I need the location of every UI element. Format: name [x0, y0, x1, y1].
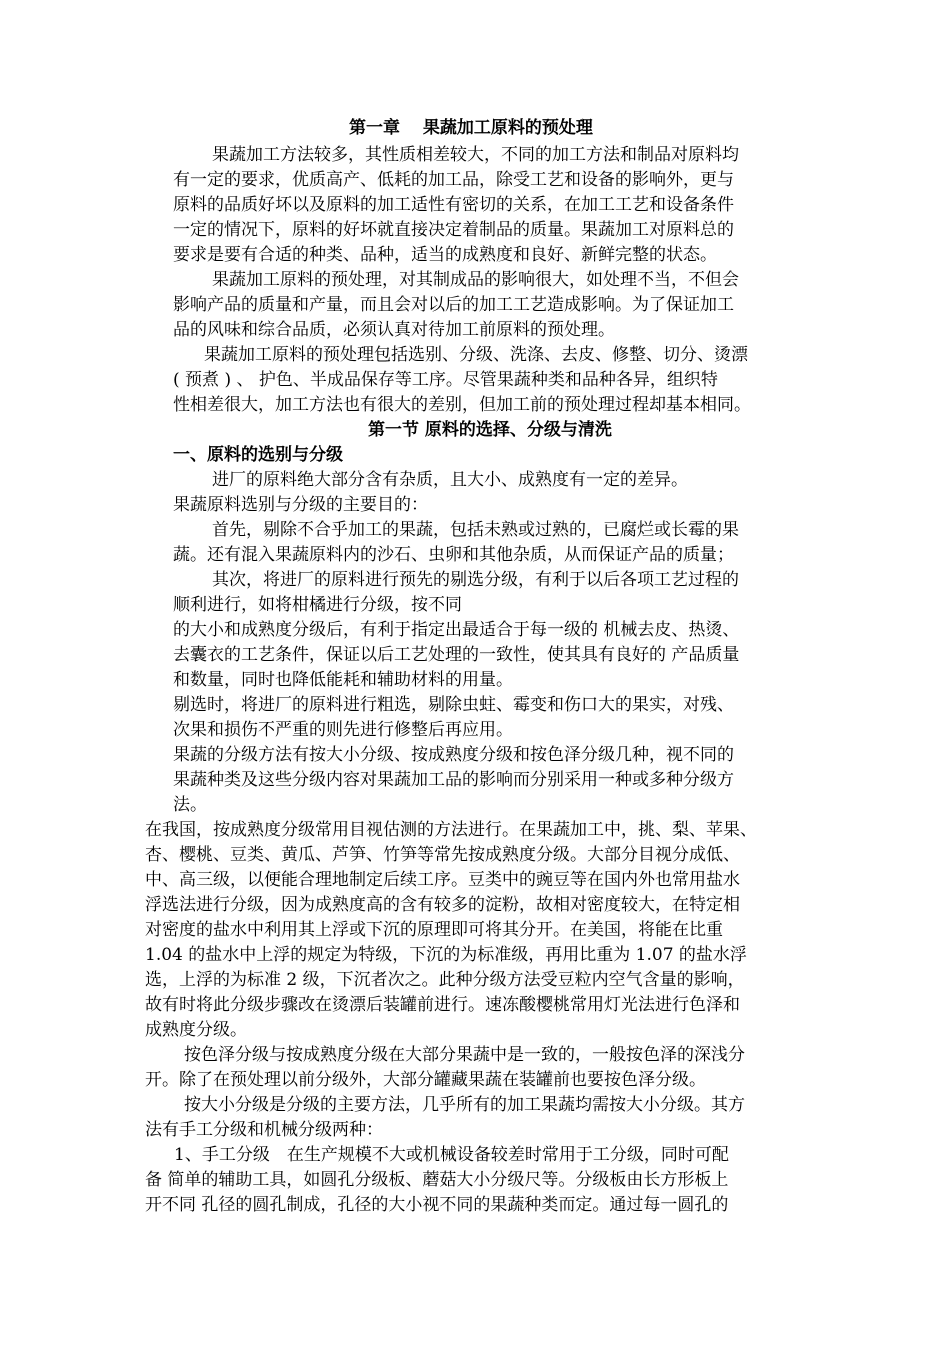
- paragraph-line: 性相差很大，加工方法也有很大的差别，但加工前的预处理过程却基本相同。: [173, 395, 751, 415]
- paragraph-line: 原料的品质好坏以及原料的加工适性有密切的关系，在加工工艺和设备条件: [173, 195, 734, 215]
- paragraph-line: 开不同 孔径的圆孔制成，孔径的大小视不同的果蔬种类而定。通过每一圆孔的: [145, 1195, 729, 1215]
- paragraph-line: 其次，将进厂的原料进行预先的剔选分级，有利于以后各项工艺过程的: [212, 570, 739, 590]
- paragraph-line: 1、手工分级 在生产规模不大或机械设备较差时常用于工分级，同时可配: [174, 1145, 729, 1165]
- section-title: 第一节 原料的选择、分级与清洗: [368, 420, 612, 440]
- paragraph-line: 影响产品的质量和产量，而且会对以后的加工工艺造成影响。为了保证加工: [173, 295, 734, 315]
- paragraph-line: 首先，剔除不合乎加工的果蔬，包括未熟或过熟的，已腐烂或长霉的果: [212, 520, 739, 540]
- paragraph-line: 果蔬加工原料的预处理包括选别、分级、洗涤、去皮、修整、切分、烫漂: [204, 345, 748, 365]
- paragraph-line: 果蔬的分级方法有按大小分级、按成熟度分级和按色泽分级几种，视不同的: [173, 745, 734, 765]
- paragraph-line: 和数量，同时也降低能耗和辅助材料的用量。: [173, 670, 513, 690]
- paragraph-line: 对密度的盐水中利用其上浮或下沉的原理即可将其分开。在美国，将能在比重: [145, 920, 723, 940]
- paragraph-line: 按色泽分级与按成熟度分级在大部分果蔬中是一致的，一般按色泽的深浅分: [184, 1045, 745, 1065]
- paragraph-line: 蔬。还有混入果蔬原料内的沙石、虫卵和其他杂质，从而保证产品的质量；: [173, 545, 734, 565]
- paragraph-line: 法。: [173, 795, 207, 815]
- paragraph-line: 按大小分级是分级的主要方法，几乎所有的加工果蔬均需按大小分级。其方: [184, 1095, 745, 1115]
- chapter-title: 第一章 果蔬加工原料的预处理: [349, 118, 593, 138]
- paragraph-line: 进厂的原料绝大部分含有杂质，且大小、成熟度有一定的差异。: [212, 470, 688, 490]
- paragraph-line: 要求是要有合适的种类、品种，适当的成熟度和良好、新鲜完整的状态。: [173, 245, 717, 265]
- paragraph-line: 顺利进行，如将柑橘进行分级，按不同: [173, 595, 462, 615]
- paragraph-line: 果蔬加工原料的预处理，对其制成品的影响很大，如处理不当，不但会: [212, 270, 739, 290]
- subsection-title: 一、原料的选别与分级: [173, 445, 343, 465]
- paragraph-line: 一定的情况下，原料的好坏就直接决定着制品的质量。果蔬加工对原料总的: [173, 220, 734, 240]
- paragraph-line: 备 简单的辅助工具，如圆孔分级板、蘑菇大小分级尺等。分级板由长方形板上: [145, 1170, 729, 1190]
- paragraph-line: 1.04 的盐水中上浮的规定为特级，下沉的为标准级，再用比重为 1.07 的盐水浮: [145, 945, 747, 965]
- paragraph-line: 剔选时，将进厂的原料进行粗选，剔除虫蛀、霉变和伤口大的果实，对残、: [173, 695, 734, 715]
- paragraph-line: 果蔬种类及这些分级内容对果蔬加工品的影响而分别采用一种或多种分级方: [173, 770, 734, 790]
- paragraph-line: 去囊衣的工艺条件，保证以后工艺处理的一致性，使其具有良好的 产品质量: [173, 645, 740, 665]
- paragraph-line: ( 预煮 ) 、 护色、半成品保存等工序。尽管果蔬种类和品种各异，组织特: [173, 370, 718, 390]
- paragraph-line: 选，上浮的为标准 2 级，下沉者次之。此种分级方法受豆粒内空气含量的影响，: [145, 970, 745, 990]
- paragraph-line: 杏、樱桃、豆类、黄瓜、芦笋、竹笋等常先按成熟度分级。大部分目视分成低、: [145, 845, 740, 865]
- paragraph-line: 成熟度分级。: [145, 1020, 247, 1040]
- paragraph-line: 的大小和成熟度分级后，有利于指定出最适合于每一级的 机械去皮、热烫、: [173, 620, 740, 640]
- paragraph-line: 果蔬加工方法较多，其性质相差较大，不同的加工方法和制品对原料均: [212, 145, 739, 165]
- paragraph-line: 中、高三级，以便能合理地制定后续工序。豆类中的豌豆等在国内外也常用盐水: [145, 870, 740, 890]
- paragraph-line: 开。除了在预处理以前分级外，大部分罐藏果蔬在装罐前也要按色泽分级。: [145, 1070, 706, 1090]
- paragraph-line: 故有时将此分级步骤改在烫漂后装罐前进行。速冻酸樱桃常用灯光法进行色泽和: [145, 995, 740, 1015]
- paragraph-line: 果蔬原料选别与分级的主要目的：: [173, 495, 428, 515]
- paragraph-line: 品的风味和综合品质，必须认真对待加工前原料的预处理。: [173, 320, 615, 340]
- paragraph-line: 有一定的要求，优质高产、低耗的加工品，除受工艺和设备的影响外，更与: [173, 170, 734, 190]
- paragraph-line: 浮选法进行分级，因为成熟度高的含有较多的淀粉，故相对密度较大，在特定相: [145, 895, 740, 915]
- paragraph-line: 在我国，按成熟度分级常用目视估测的方法进行。在果蔬加工中，挑、梨、苹果、: [145, 820, 757, 840]
- paragraph-line: 法有手工分级和机械分级两种：: [145, 1120, 383, 1140]
- paragraph-line: 次果和损伤不严重的则先进行修整后再应用。: [173, 720, 513, 740]
